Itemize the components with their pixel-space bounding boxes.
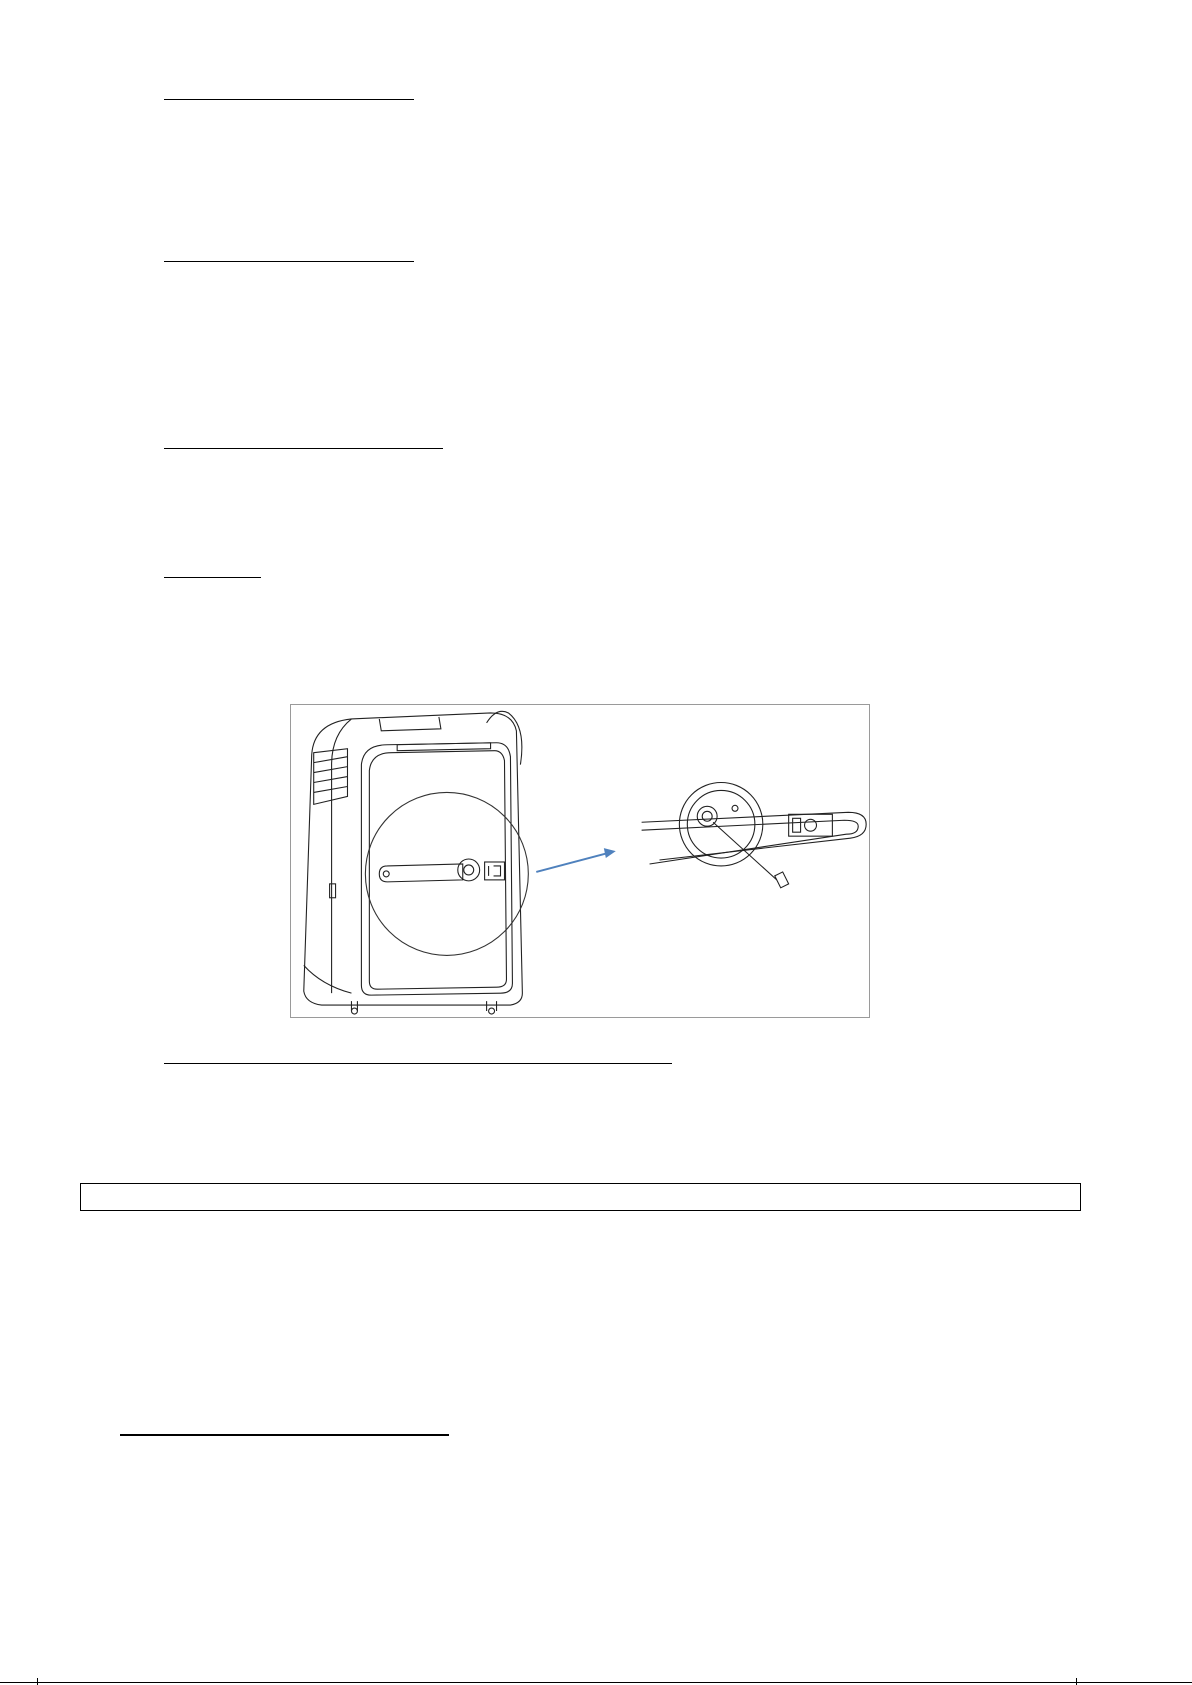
empty-text-box [80, 1183, 1081, 1211]
air-conditioner-illustration [291, 705, 869, 1017]
heading-underline-6 [120, 1434, 449, 1436]
page-bottom-tick-left [37, 1678, 38, 1685]
drain-plug-detail [642, 783, 867, 888]
heading-underline-3 [164, 448, 443, 449]
figure-frame [290, 704, 870, 1018]
page-bottom-border [0, 1682, 1192, 1683]
heading-underline-4 [164, 577, 261, 578]
page-bottom-tick-right [1076, 1678, 1077, 1685]
heading-underline-2 [164, 261, 414, 262]
heading-underline-5 [164, 1063, 672, 1064]
heading-underline-1 [164, 99, 414, 100]
callout-arrow-icon [536, 848, 615, 872]
